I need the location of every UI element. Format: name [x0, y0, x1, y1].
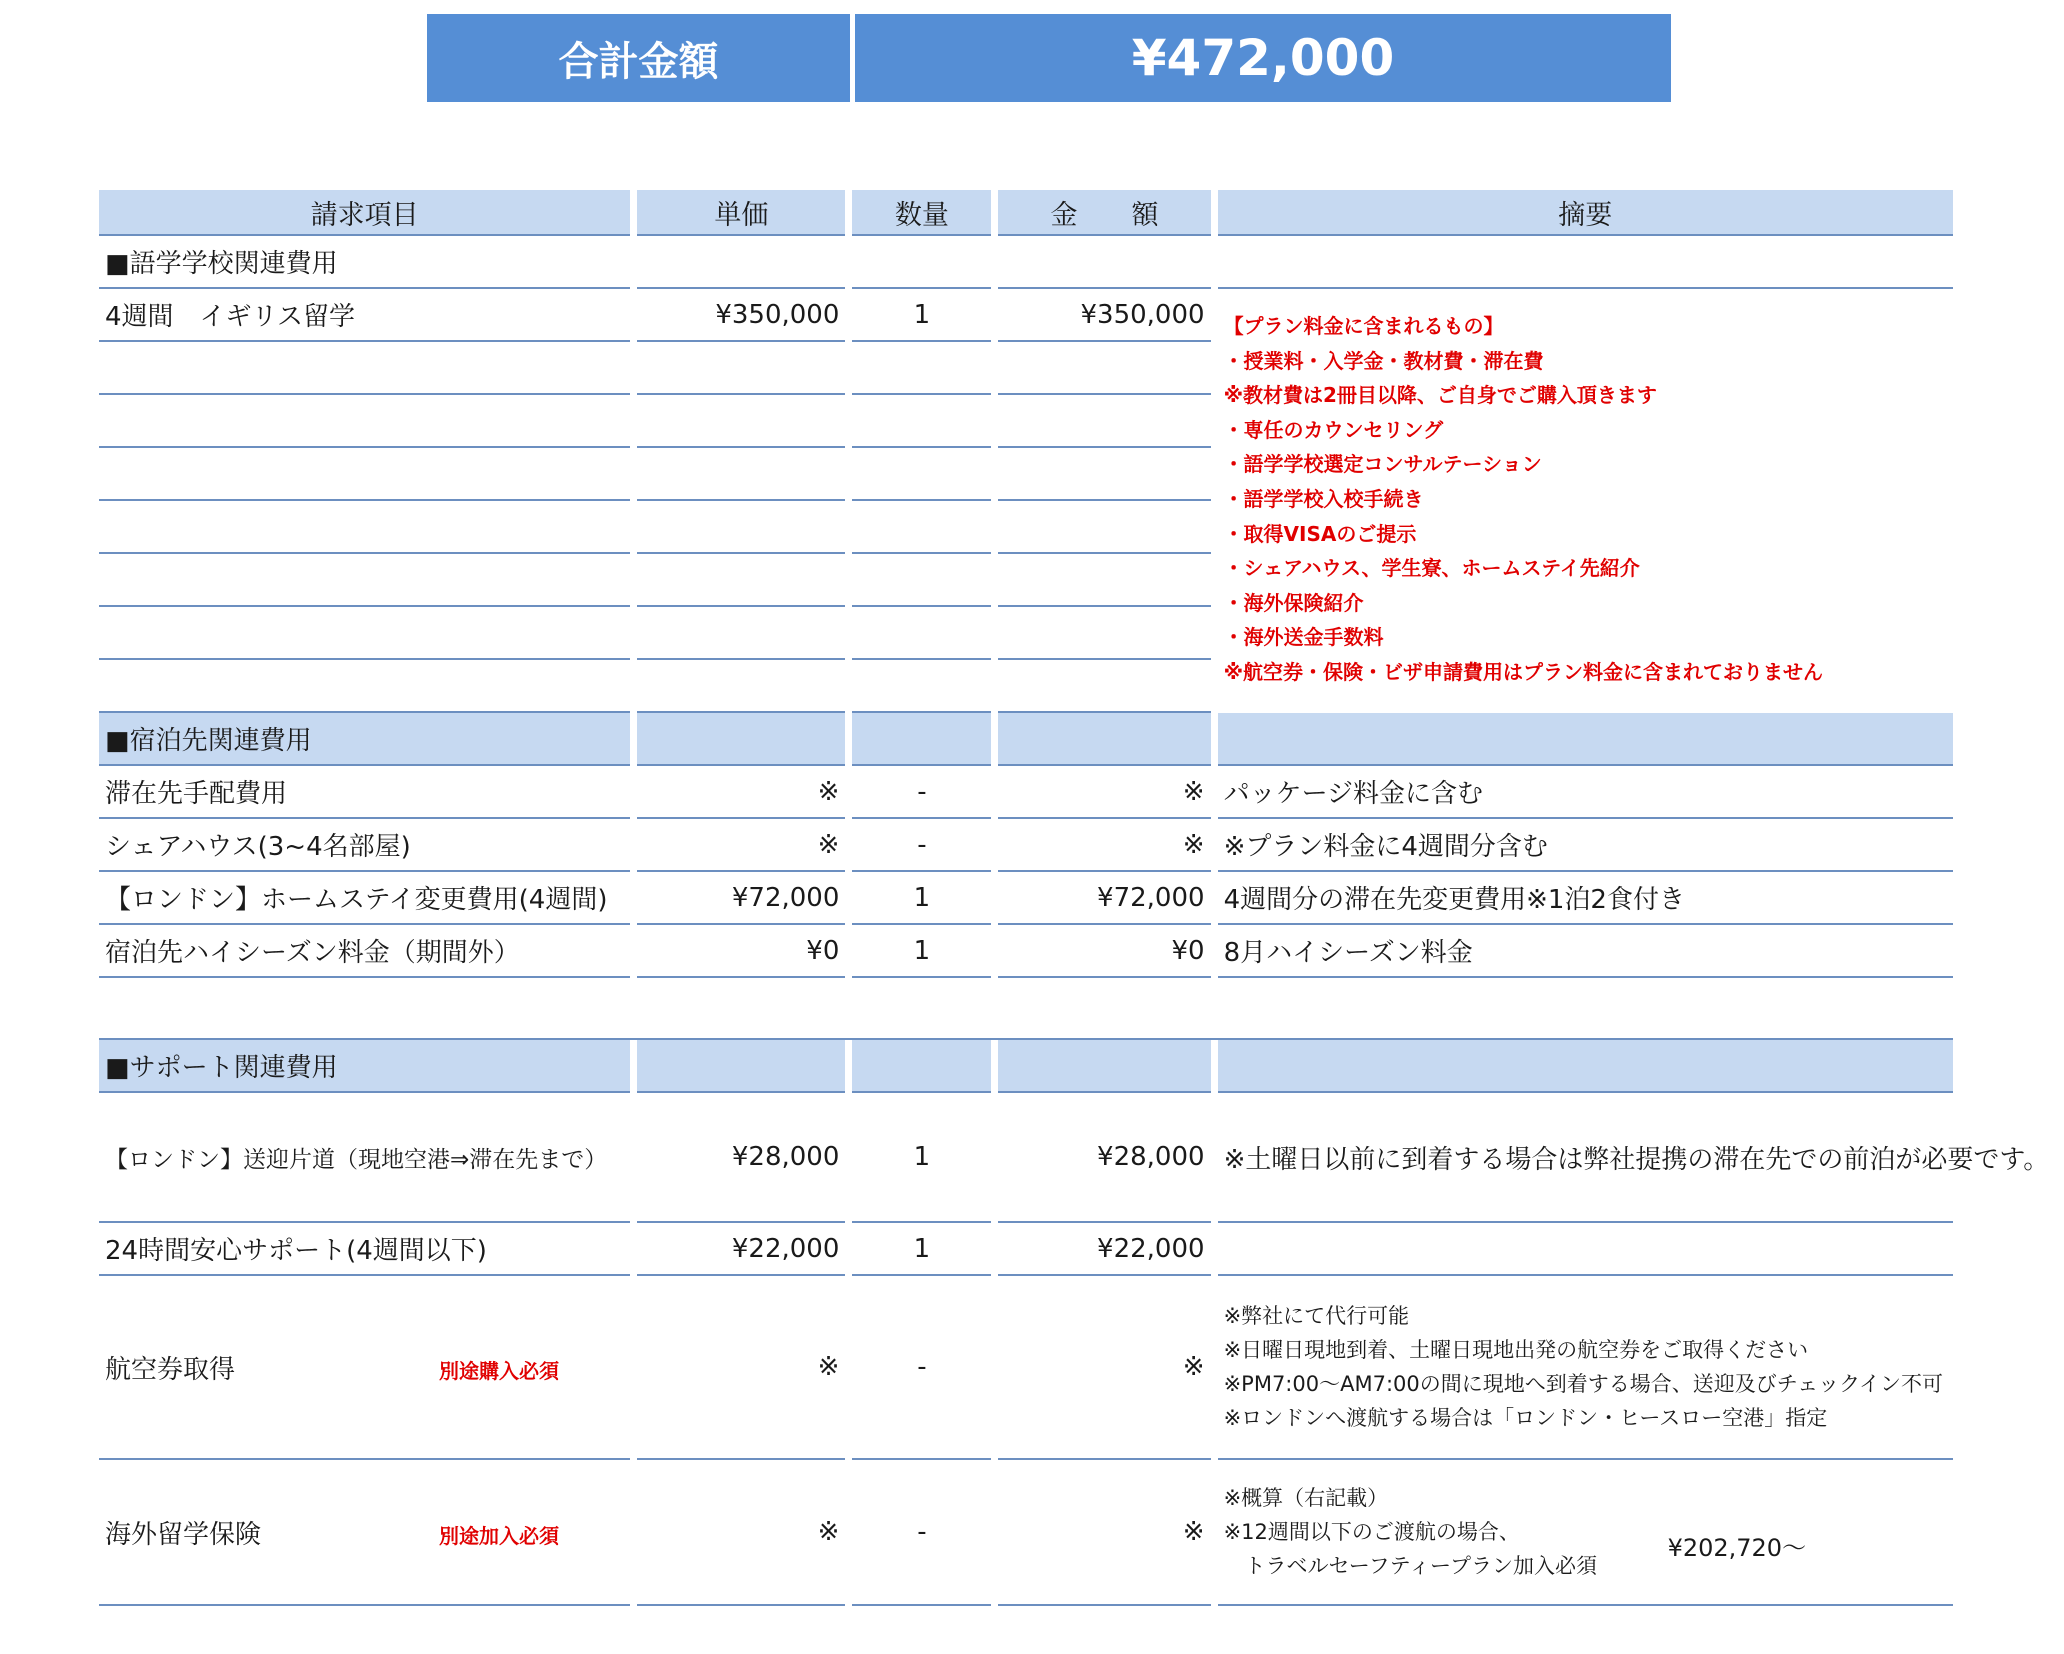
unit-price: ¥28,000	[637, 1093, 845, 1223]
table-row	[99, 1460, 1953, 1606]
table-row	[99, 819, 1953, 872]
row-note: 8月ハイシーズン料金	[1218, 925, 1953, 978]
item-cell	[99, 1276, 630, 1460]
item-name: 滞在先手配費用	[99, 766, 630, 819]
plan-includes-notes	[1218, 289, 1953, 713]
note-line: ・海外送金手数料	[1223, 625, 1384, 650]
table-row	[99, 289, 1953, 342]
required-tag: 別途加入必須	[439, 1524, 559, 1548]
quantity: -	[852, 1276, 991, 1460]
amount: ※	[998, 766, 1210, 819]
spacer-row	[99, 978, 1953, 1040]
unit-price: ¥0	[637, 925, 845, 978]
section-school	[99, 236, 1953, 289]
amount: ※	[998, 1460, 1210, 1606]
note-line: ・専任のカウンセリング	[1223, 417, 1444, 442]
item-name: 24時間安心サポート(4週間以下)	[99, 1223, 630, 1276]
section-support	[99, 1040, 1953, 1093]
unit-price: ※	[637, 1460, 845, 1606]
table-row	[99, 872, 1953, 925]
note-line: ※教材費は2冊目以降、ご自身でご購入頂きます	[1223, 383, 1657, 408]
note-line: ・授業料・入学金・教材費・滞在費	[1223, 348, 1544, 373]
quantity: -	[852, 819, 991, 872]
amount: ¥28,000	[998, 1093, 1210, 1223]
note-line: ・取得VISAのご提示	[1223, 521, 1417, 546]
item-name: シェアハウス(3~4名部屋)	[99, 819, 630, 872]
note-line: ・語学学校入校手続き	[1223, 486, 1424, 511]
quantity: 1	[852, 925, 991, 978]
section-lodging	[99, 713, 1953, 766]
item-name: 海外留学保険	[105, 1519, 262, 1550]
total-label: 合計金額	[427, 14, 850, 102]
total-amount: ¥472,000	[855, 14, 1671, 102]
header-notes: 摘要	[1218, 190, 1953, 236]
unit-price: ※	[637, 766, 845, 819]
item-name: 【ロンドン】送迎片道（現地空港⇒滞在先まで）	[99, 1093, 630, 1223]
table-row	[99, 766, 1953, 819]
header-item: 請求項目	[99, 190, 630, 236]
unit-price: ※	[637, 1276, 845, 1460]
section-title: ■語学学校関連費用	[99, 236, 630, 289]
table-header-row	[99, 190, 1953, 236]
note-line: ※日曜日現地到着、土曜日現地出発の航空券をご取得ください	[1223, 1338, 1809, 1362]
invoice-table	[92, 190, 2050, 1606]
note-line: ・海外保険紹介	[1223, 590, 1364, 615]
item-name: 【ロンドン】ホームステイ変更費用(4週間)	[99, 872, 630, 925]
note-line: トラベルセーフティープラン加入必須	[1223, 1554, 1597, 1578]
note-line: ※PM7:00～AM7:00の間に現地へ到着する場合、送迎及びチェックイン不可	[1223, 1372, 1944, 1396]
row-note: ※土曜日以前に到着する場合は弊社提携の滞在先での前泊が必要です。	[1218, 1093, 1953, 1223]
note-line: 【プラン料金に含まれるもの】	[1223, 314, 1504, 338]
row-note: ※プラン料金に4週間分含む	[1218, 819, 1953, 872]
note-line: ※12週間以下のご渡航の場合、	[1223, 1520, 1520, 1544]
table-row	[99, 925, 1953, 978]
quantity: -	[852, 1460, 991, 1606]
note-line: ・語学学校選定コンサルテーション	[1223, 452, 1542, 477]
amount: ¥72,000	[998, 872, 1210, 925]
row-note	[1218, 1223, 1953, 1276]
table-row	[99, 1276, 1953, 1460]
insurance-estimate: ¥202,720～	[1667, 1534, 1807, 1562]
item-name: 航空券取得	[105, 1354, 236, 1385]
header-unit-price: 単価	[637, 190, 845, 236]
unit-price: ¥72,000	[637, 872, 845, 925]
note-line: ※ロンドンへ渡航する場合は「ロンドン・ヒースロー空港」指定	[1223, 1406, 1828, 1430]
quantity: 1	[852, 1093, 991, 1223]
table-row	[99, 1093, 1953, 1223]
section-title: ■宿泊先関連費用	[99, 713, 630, 766]
note-line: ※弊社にて代行可能	[1223, 1304, 1410, 1328]
required-tag: 別途購入必須	[439, 1359, 559, 1383]
quantity: 1	[852, 872, 991, 925]
item-name: 4週間 イギリス留学	[99, 289, 630, 342]
item-cell	[99, 1460, 630, 1606]
section-title: ■サポート関連費用	[99, 1040, 630, 1093]
unit-price: ¥22,000	[637, 1223, 845, 1276]
unit-price: ※	[637, 819, 845, 872]
table-row	[99, 1223, 1953, 1276]
note-line: ※航空券・保険・ビザ申請費用はプラン料金に含まれておりません	[1223, 659, 1824, 684]
amount: ¥350,000	[998, 289, 1210, 342]
header-amount: 金 額	[998, 190, 1210, 236]
row-notes	[1218, 1460, 1953, 1606]
quantity: 1	[852, 1223, 991, 1276]
amount: ¥22,000	[998, 1223, 1210, 1276]
amount: ※	[998, 1276, 1210, 1460]
quantity: -	[852, 766, 991, 819]
amount: ※	[998, 819, 1210, 872]
unit-price: ¥350,000	[637, 289, 845, 342]
row-notes	[1218, 1276, 1953, 1460]
amount: ¥0	[998, 925, 1210, 978]
note-line: ※概算（右記載）	[1223, 1486, 1389, 1510]
row-note: パッケージ料金に含む	[1218, 766, 1953, 819]
note-line: ・シェアハウス、学生寮、ホームステイ先紹介	[1223, 556, 1640, 581]
header-quantity: 数量	[852, 190, 991, 236]
row-note: 4週間分の滞在先変更費用※1泊2食付き	[1218, 872, 1953, 925]
quantity: 1	[852, 289, 991, 342]
item-name: 宿泊先ハイシーズン料金（期間外）	[99, 925, 630, 978]
